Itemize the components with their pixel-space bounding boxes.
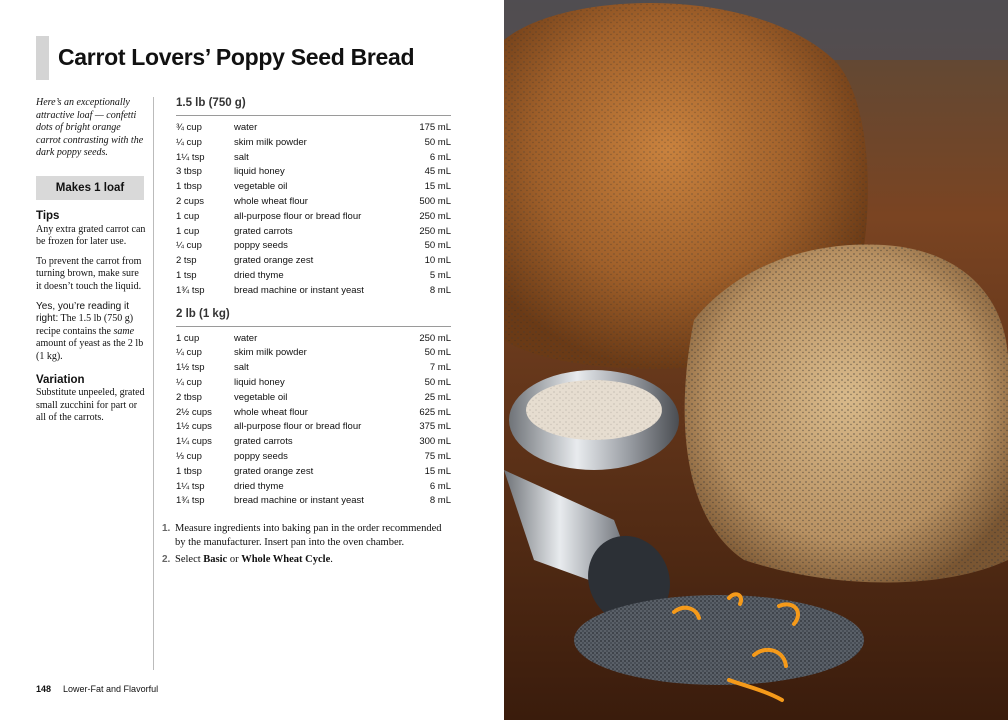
ingredient-name: whole wheat flour: [234, 406, 308, 418]
ingredient-name: salt: [234, 151, 249, 163]
ingredient-row: [176, 180, 451, 195]
ingredient-row: [176, 346, 451, 361]
intro-text: Here’s an exceptionally attractive loaf — confetti dots of bright orange carrot contrasting with the dark poppy seeds.: [36, 97, 144, 159]
ingredient-metric: 45 mL: [424, 166, 451, 178]
ingredient-row: [176, 494, 451, 509]
ingredient-name: grated carrots: [234, 225, 293, 237]
tip-3-text-a: The 1.5 lb (750 g) recipe contains the: [36, 313, 134, 337]
ingredient-row: [176, 195, 451, 210]
step-text: Measure ingredients into baking pan in the order recommended by the manufacturer. Insert pan into the oven chamber.: [175, 523, 442, 548]
ingredient-metric: 75 mL: [424, 450, 451, 462]
method-steps: [162, 522, 442, 570]
ingredient-quantity: 1½ tsp: [176, 362, 205, 374]
ingredient-name: bread machine or instant yeast: [234, 495, 364, 507]
column-divider: [153, 97, 154, 670]
ingredient-name: all-purpose flour or bread flour: [234, 421, 362, 433]
ingredient-name: liquid honey: [234, 166, 285, 178]
ingredient-metric: 15 mL: [424, 181, 451, 193]
recipe-title: Carrot Lovers’ Poppy Seed Bread: [58, 44, 415, 70]
ingredient-quantity: 2 cups: [176, 195, 204, 207]
step-1: [162, 522, 442, 550]
tip-1: Any extra grated carrot can be frozen for later use.: [36, 223, 146, 248]
ingredient-metric: 625 mL: [419, 406, 451, 418]
tip-3-lead: Yes, you’re reading it right:: [36, 300, 130, 325]
ingredient-row: [176, 391, 451, 406]
ingredient-name: poppy seeds: [234, 240, 288, 252]
ingredient-quantity: 1¼ tsp: [176, 480, 205, 492]
ingredient-metric: 250 mL: [419, 332, 451, 344]
step-number: 1.: [162, 523, 171, 534]
ingredient-quantity: 3 tbsp: [176, 166, 202, 178]
ingredient-metric: 6 mL: [429, 151, 451, 163]
ingredient-row: [176, 480, 451, 495]
ingredient-quantity: ¼ cup: [176, 240, 202, 252]
ingredient-quantity: 1¾ tsp: [176, 495, 205, 507]
ingredient-name: grated orange zest: [234, 465, 314, 477]
ingredient-row: [176, 465, 451, 480]
ingredient-row: [176, 225, 451, 240]
ingredient-quantity: 1¼ tsp: [176, 151, 205, 163]
ingredient-metric: 5 mL: [429, 269, 451, 281]
large-loaf-heading: 2 lb (1 kg): [176, 308, 451, 327]
ingredient-quantity: 1 tsp: [176, 269, 197, 281]
page-number: 148: [36, 684, 52, 694]
ingredient-quantity: 1 tbsp: [176, 181, 202, 193]
ingredient-name: skim milk powder: [234, 136, 307, 148]
ingredient-row: [176, 121, 451, 136]
ingredient-name: whole wheat flour: [234, 195, 308, 207]
ingredient-metric: 50 mL: [424, 136, 451, 148]
ingredient-metric: 375 mL: [419, 421, 451, 433]
ingredient-quantity: 1¾ tsp: [176, 284, 205, 296]
ingredient-metric: 15 mL: [424, 465, 451, 477]
ingredient-metric: 8 mL: [429, 284, 451, 296]
ingredient-name: vegetable oil: [234, 391, 288, 403]
ingredient-name: dried thyme: [234, 269, 284, 281]
small-loaf-heading: 1.5 lb (750 g): [176, 97, 451, 116]
ingredient-metric: 8 mL: [429, 495, 451, 507]
title-accent-bar: [36, 36, 49, 80]
ingredient-quantity: 1½ cups: [176, 421, 212, 433]
ingredient-name: salt: [234, 362, 249, 374]
ingredient-name: dried thyme: [234, 480, 284, 492]
variation-heading: Variation: [36, 373, 85, 386]
ingredient-row: [176, 136, 451, 151]
ingredient-quantity: ⅓ cup: [176, 450, 202, 462]
tip-2: To prevent the carrot from turning brown, make sure it doesn’t touch the liquid.: [36, 255, 142, 292]
ingredient-name: vegetable oil: [234, 181, 288, 193]
tip-3-italic: same: [113, 325, 135, 337]
ingredient-row: [176, 165, 451, 180]
ingredient-metric: 500 mL: [419, 195, 451, 207]
poppy-seed-pile: [574, 595, 864, 685]
makes-yield-box: Makes 1 loaf: [36, 176, 144, 200]
ingredient-quantity: 1 cup: [176, 332, 200, 344]
ingredient-row: [176, 332, 451, 347]
ingredient-row: [176, 420, 451, 435]
ingredient-quantity: ¾ cup: [176, 122, 202, 133]
section-name: Lower-Fat and Flavorful: [63, 684, 159, 694]
small-loaf-ingredients: [176, 121, 451, 299]
ingredient-name: grated carrots: [234, 436, 293, 448]
ingredient-quantity: 1 cup: [176, 210, 200, 222]
ingredient-quantity: 2 tbsp: [176, 391, 202, 403]
ingredient-row: [176, 376, 451, 391]
ingredient-quantity: 1 tbsp: [176, 465, 202, 477]
ingredient-metric: 250 mL: [419, 210, 451, 222]
ingredient-metric: 50 mL: [424, 347, 451, 359]
tips-heading: Tips: [36, 209, 60, 222]
ingredient-row: [176, 450, 451, 465]
ingredient-row: [176, 269, 451, 284]
ingredient-quantity: 1¼ cups: [176, 436, 212, 448]
ingredient-row: [176, 239, 451, 254]
sidebar: [36, 97, 146, 432]
step-2: [162, 553, 442, 567]
ingredient-metric: 10 mL: [424, 255, 451, 267]
ingredient-metric: 50 mL: [424, 376, 451, 388]
ingredient-name: grated orange zest: [234, 255, 314, 267]
ingredient-quantity: ¼ cup: [176, 376, 202, 388]
ingredient-row: [176, 210, 451, 225]
bread-photo: [504, 0, 1008, 720]
ingredient-metric: 7 mL: [429, 362, 451, 374]
ingredient-name: water: [234, 332, 258, 344]
variation-text: Substitute unpeeled, grated small zucchini for part or all of the carrots.: [36, 387, 145, 424]
ingredient-row: [176, 406, 451, 421]
ingredient-quantity: 1 cup: [176, 225, 200, 237]
ingredient-metric: 25 mL: [424, 391, 451, 403]
ingredient-quantity: ¼ cup: [176, 136, 202, 148]
page-footer: [36, 684, 158, 694]
ingredient-metric: 6 mL: [429, 480, 451, 492]
ingredient-row: [176, 361, 451, 376]
tip-3-text-b: amount of yeast as the 2 lb (1 kg).: [36, 338, 144, 362]
tip-3: [36, 301, 146, 364]
ingredient-name: poppy seeds: [234, 450, 288, 462]
ingredient-name: skim milk powder: [234, 347, 307, 359]
large-loaf-ingredients: [176, 332, 451, 510]
ingredient-name: bread machine or instant yeast: [234, 284, 364, 296]
ingredient-name: water: [234, 122, 258, 133]
ingredient-quantity: 2 tsp: [176, 255, 197, 267]
ingredient-metric: 175 mL: [419, 122, 451, 133]
ingredient-row: [176, 151, 451, 166]
ingredient-row: [176, 284, 451, 299]
ingredient-row: [176, 254, 451, 269]
ingredients: [176, 97, 451, 509]
step-text: Select Basic or Whole Wheat Cycle.: [175, 554, 333, 565]
ingredient-metric: 50 mL: [424, 240, 451, 252]
ingredient-quantity: 2½ cups: [176, 406, 212, 418]
step-number: 2.: [162, 554, 171, 565]
ingredient-quantity: ¼ cup: [176, 347, 202, 359]
ingredient-metric: 300 mL: [419, 436, 451, 448]
ingredient-name: liquid honey: [234, 376, 285, 388]
ingredient-metric: 250 mL: [419, 225, 451, 237]
ingredient-name: all-purpose flour or bread flour: [234, 210, 362, 222]
ingredient-row: [176, 435, 451, 450]
